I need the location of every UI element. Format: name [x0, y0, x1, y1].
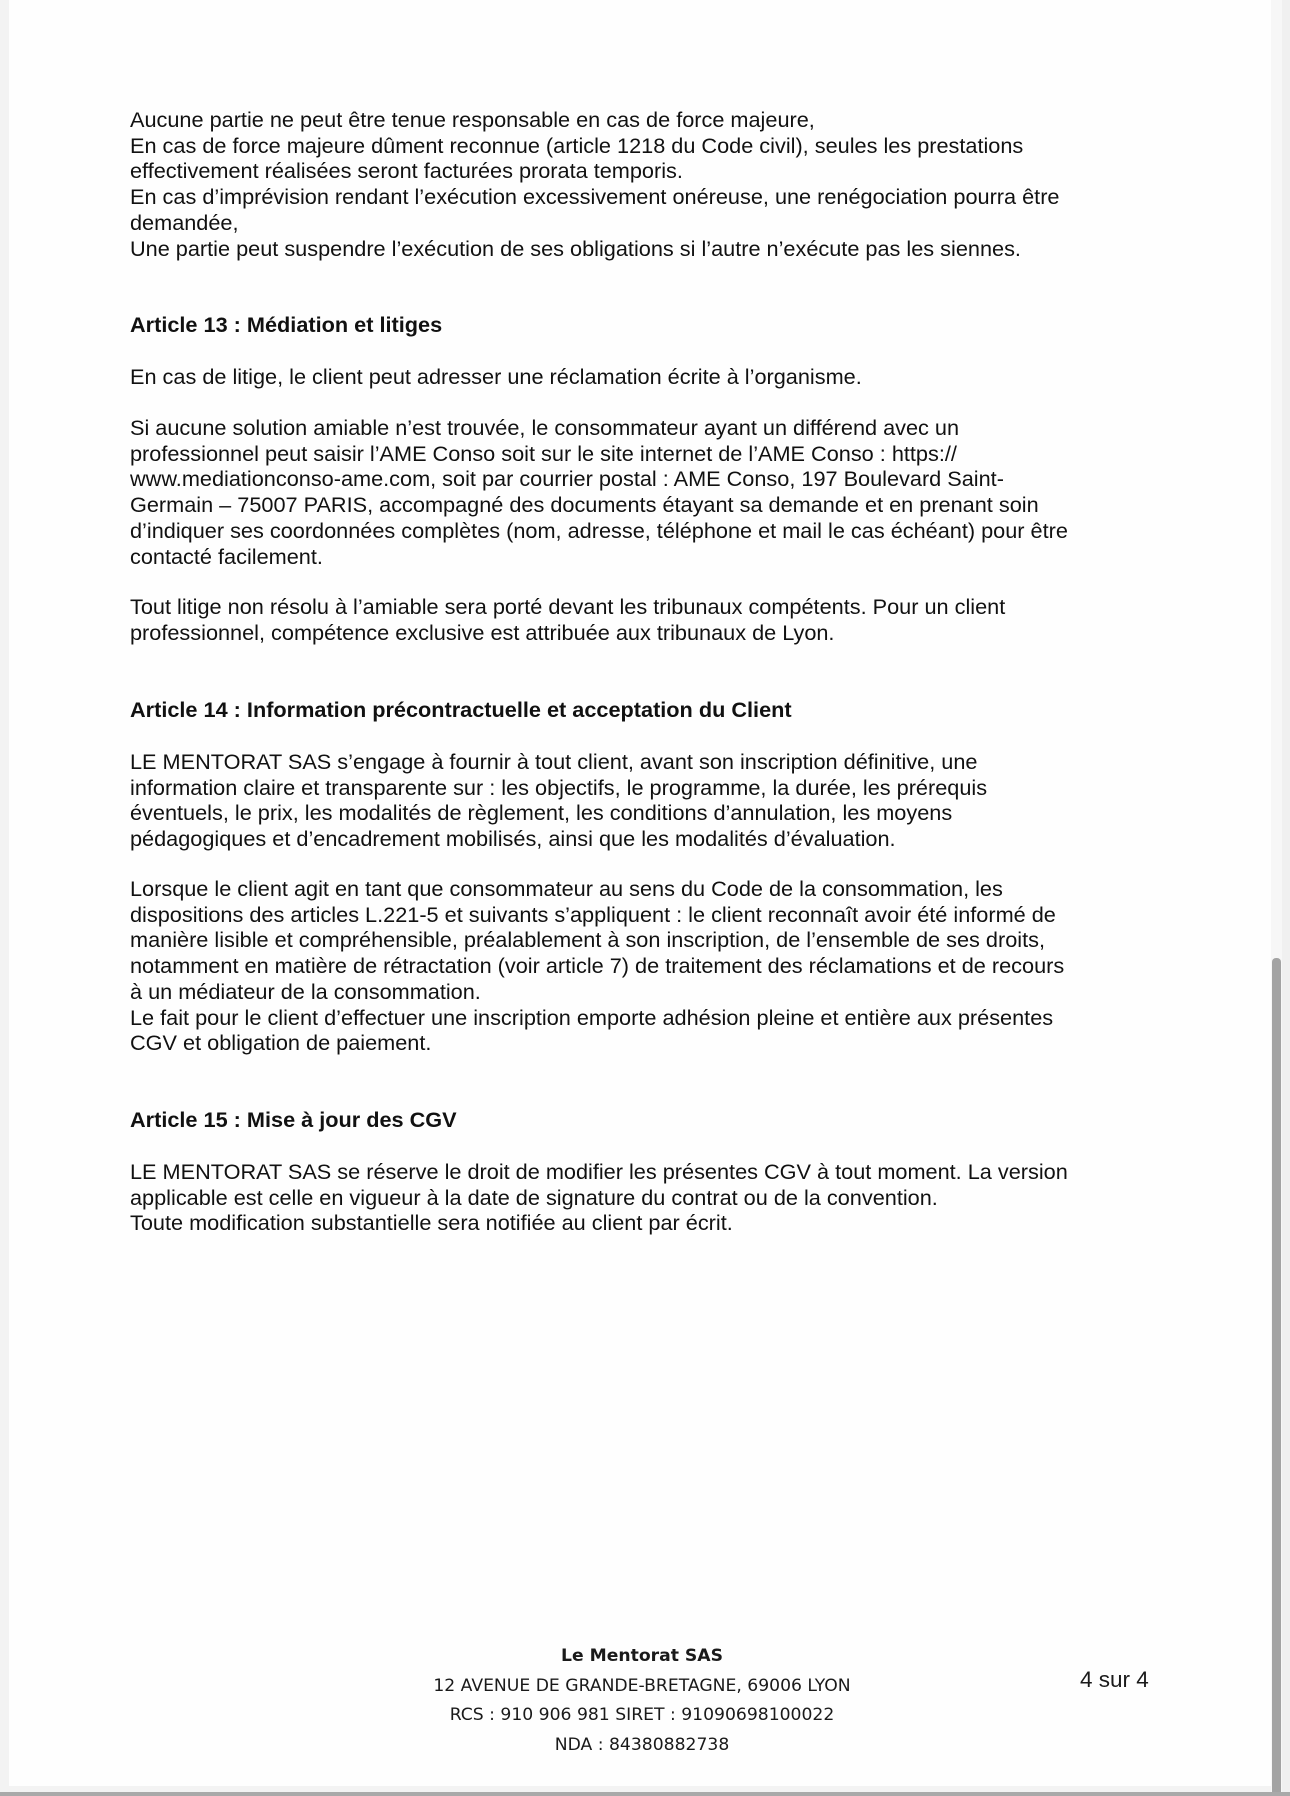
footer-registration: RCS : 910 906 981 SIRET : 91090698100022 — [449, 1705, 835, 1725]
text-line: demandée, — [130, 209, 239, 235]
force-majeure-paragraph — [130, 107, 1150, 261]
text-line: manière lisible et compréhensible, préalablement à son inscription, de l’ensemble de ses droits, — [130, 927, 1045, 953]
text-line: Le fait pour le client d’effectuer une inscription emporte adhésion pleine et entière aux présentes — [130, 1004, 1054, 1030]
article-13-paragraph-2 — [130, 415, 1150, 569]
text-line: www.mediationconso-ame.com, soit par courrier postal : AME Conso, 197 Boulevard Saint- — [130, 466, 1004, 492]
text-line: dispositions des articles L.221-5 et suivants s’appliquent : le client reconnaît avoir été informé de — [130, 901, 1056, 927]
text-line: effectivement réalisées seront facturées prorata temporis. — [130, 158, 683, 184]
text-line: notamment en matière de rétractation (voir article 7) de traitement des réclamations et de recours — [130, 953, 1065, 979]
text-line: Lorsque le client agit en tant que consommateur au sens du Code de la consommation, les — [130, 876, 1003, 901]
text-line: Tout litige non résolu à l’amiable sera porté devant les tribunaux compétents. Pour un client — [130, 594, 1006, 619]
text-line: Une partie peut suspendre l’exécution de ses obligations si l’autre n’exécute pas les siennes. — [130, 235, 1021, 261]
window-edge — [1282, 0, 1290, 1792]
footer-nda: NDA : 84380882738 — [554, 1734, 730, 1755]
text-line: En cas de litige, le client peut adresser une réclamation écrite à l’organisme. — [130, 364, 862, 389]
text-line: pédagogiques et d’encadrement mobilisés, ainsi que les modalités d’évaluation. — [130, 826, 896, 852]
window-bottom-border — [0, 1792, 1290, 1796]
article-13-paragraph-3 — [130, 594, 1150, 645]
text-line: Toute modification substantielle sera notifiée au client par écrit. — [130, 1210, 733, 1236]
page-footer — [380, 1642, 904, 1760]
article-13-heading: Article 13 : Médiation et litiges — [130, 312, 443, 337]
text-line: contacté facilement. — [130, 543, 323, 569]
text-line: Aucune partie ne peut être tenue responsable en cas de force majeure, — [130, 107, 815, 132]
text-line: LE MENTORAT SAS s’engage à fournir à tout client, avant son inscription définitive, une — [130, 749, 978, 774]
article-15-heading: Article 15 : Mise à jour des CGV — [130, 1107, 457, 1132]
article-14-paragraph-2 — [130, 876, 1150, 1056]
footer-company-name: Le Mentorat SAS — [561, 1646, 723, 1666]
text-line: Si aucune solution amiable n’est trouvée, le consommateur ayant un différend avec un — [130, 415, 960, 440]
text-line: applicable est celle en vigueur à la date de signature du contrat ou de la convention. — [130, 1184, 938, 1210]
text-line: d’indiquer ses coordonnées complètes (nom, adresse, téléphone et mail le cas échéant) pour être — [130, 517, 1068, 543]
text-line: professionnel peut saisir l’AME Conso soit sur le site internet de l’AME Conso : https:// — [130, 440, 957, 466]
text-line: professionnel, compétence exclusive est attribuée aux tribunaux de Lyon. — [130, 619, 835, 645]
page-number: 4 sur 4 — [1080, 1667, 1149, 1692]
scrollbar-thumb[interactable] — [1272, 958, 1281, 1796]
text-line: En cas de force majeure dûment reconnue (article 1218 du Code civil), seules les prestations — [130, 132, 1024, 158]
footer-address: 12 AVENUE DE GRANDE-BRETAGNE, 69006 LYON — [433, 1675, 851, 1696]
article-13-paragraph-1 — [130, 364, 1150, 390]
text-line: éventuels, le prix, les modalités de règlement, les conditions d’annulation, les moyens — [130, 800, 953, 826]
text-line: Germain – 75007 PARIS, accompagné des documents étayant sa demande et en prenant soin — [130, 492, 1039, 518]
text-line: à un médiateur de la consommation. — [130, 978, 481, 1004]
text-line: CGV et obligation de paiement. — [130, 1030, 432, 1056]
article-15-paragraph-1 — [130, 1159, 1150, 1236]
text-line: LE MENTORAT SAS se réserve le droit de modifier les présentes CGV à tout moment. La version — [130, 1159, 1068, 1184]
article-14-paragraph-1 — [130, 749, 1150, 852]
text-line: information claire et transparente sur : les objectifs, le programme, la durée, les prérequis — [130, 774, 988, 800]
text-line: En cas d’imprévision rendant l’exécution excessivement onéreuse, une renégociation pourra être — [130, 184, 1060, 210]
article-14-heading: Article 14 : Information précontractuelle et acceptation du Client — [130, 697, 792, 722]
